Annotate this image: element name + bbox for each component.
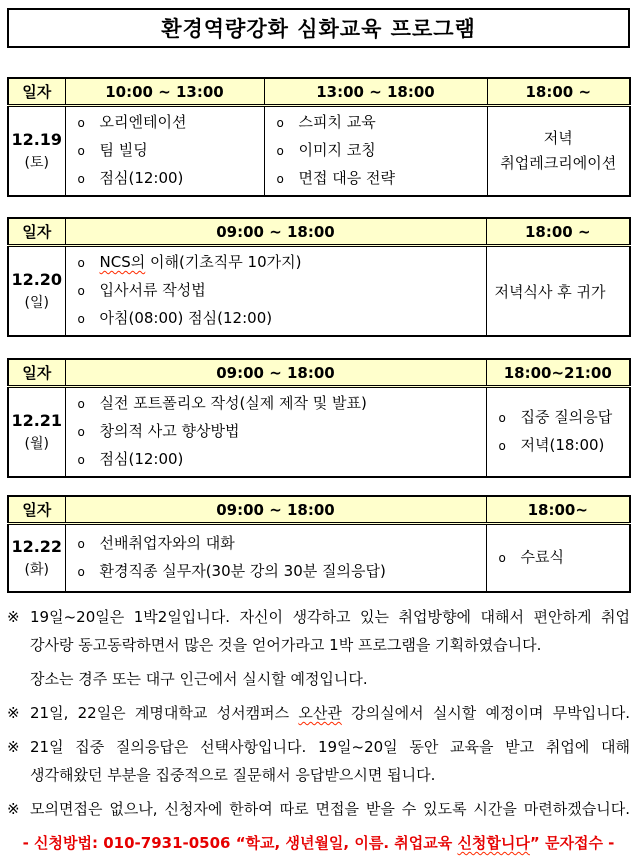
schedule-item-text: 창의적 사고 향상방법 <box>99 422 240 440</box>
schedule-item-text: 스피치 교육 <box>298 113 376 131</box>
date-label: 12.22 <box>11 537 63 556</box>
bullet-marker: o <box>77 172 85 186</box>
bullet-marker: o <box>276 144 284 158</box>
note-text: 장소는 경주 또는 대구 인근에서 실시할 예정입니다. <box>30 670 368 688</box>
bullet-marker: o <box>77 116 85 130</box>
daytime-item-list <box>66 525 486 591</box>
document-title-box <box>7 8 630 48</box>
weekday-label: (토) <box>24 155 49 171</box>
schedule-item <box>78 109 260 137</box>
column-header-date: 일자 <box>8 496 65 524</box>
bullet-marker: o <box>498 411 506 425</box>
schedule-item <box>78 418 482 446</box>
note-text: 19일~20일은 1박2일입니다. 자신이 생각하고 있는 취업방향에 대해서 편안하게 취업 <box>30 608 630 626</box>
schedule-item-text: 수료식 <box>520 548 564 566</box>
schedule-item <box>499 432 626 460</box>
schedule-row <box>8 524 630 593</box>
bullet-marker: o <box>276 116 284 130</box>
schedule-row <box>8 387 630 478</box>
column-header-daytime: 09:00 ~ 18:00 <box>65 359 486 387</box>
bullet-marker: o <box>77 397 85 411</box>
schedule-item-text: 팀 빌딩 <box>99 141 148 159</box>
bullet-marker: o <box>77 256 85 270</box>
schedule-item-text: 점심(12:00) <box>99 169 184 187</box>
column-header-daytime: 09:00 ~ 18:00 <box>65 218 486 246</box>
note-text: 생각해왔던 부분을 집중적으로 질문해서 응답받으시면 됩니다. <box>30 766 436 784</box>
bullet-marker: o <box>77 537 85 551</box>
note-text: 모의면접은 없으나, 신청자에 한하여 따로 면접을 받을 수 있도록 시간을 마련하겠습니다. <box>30 800 630 818</box>
date-label: 12.20 <box>11 270 63 289</box>
note-marker: ※ <box>7 800 20 818</box>
header-row <box>8 496 630 524</box>
column-header-morning: 10:00 ~ 13:00 <box>65 78 264 106</box>
schedule-item <box>78 249 482 277</box>
bullet-marker: o <box>498 439 506 453</box>
date-cell <box>8 106 65 197</box>
schedule-item-text: 입사서류 작성법 <box>99 281 206 299</box>
note-marker: ※ <box>7 704 20 722</box>
schedule-table-dec21 <box>7 358 631 478</box>
evening-schedule-cell <box>487 106 630 197</box>
schedule-item <box>78 390 482 418</box>
note-mock-interview <box>7 795 630 823</box>
bullet-marker: o <box>498 551 506 565</box>
column-header-evening: 18:00 ~ <box>487 78 630 106</box>
schedule-item <box>499 544 626 572</box>
column-header-evening: 18:00~ <box>486 496 630 524</box>
note-campus-venue <box>7 699 630 727</box>
header-row <box>8 218 630 246</box>
schedule-row <box>8 106 630 197</box>
schedule-table-dec19 <box>7 77 631 197</box>
evening-text: 저녁식사 후 귀가 <box>494 282 606 301</box>
evening-line: 저녁 <box>543 129 573 147</box>
note-text: 강사랑 동고동락하면서 많은 것을 얻어가라고 1박 프로그램을 기획하였습니다. <box>30 636 542 654</box>
date-cell <box>8 387 65 478</box>
schedule-item <box>78 558 482 586</box>
bullet-marker: o <box>276 172 284 186</box>
schedule-item-text: 환경직종 실무자(30분 강의 30분 질의응답) <box>99 562 386 580</box>
morning-schedule-cell <box>65 106 264 197</box>
daytime-schedule-cell <box>65 524 486 593</box>
schedule-item-text: 이미지 코칭 <box>298 141 376 159</box>
footnotes-section <box>7 603 630 823</box>
weekday-label: (월) <box>24 436 49 452</box>
note-marker: ※ <box>7 738 20 756</box>
bullet-marker: o <box>77 284 85 298</box>
column-header-date: 일자 <box>8 218 65 246</box>
header-row <box>8 359 630 387</box>
application-instructions: - 신청방법: 010-7931-0506 “학교, 생년월일, 이름. 취업교육 신청합니다” 문자접수 - <box>22 834 615 852</box>
schedule-item <box>277 109 483 137</box>
note-text: 21일 집중 질의응답은 선택사항입니다. 19일~20일 동안 교육을 받고 취업에 대해 <box>30 738 630 756</box>
schedule-item <box>78 137 260 165</box>
bullet-marker: o <box>77 144 85 158</box>
schedule-item <box>499 404 626 432</box>
schedule-item-text: 면접 대응 전략 <box>298 169 395 187</box>
schedule-item-text: 집중 질의응답 <box>520 408 613 426</box>
schedule-item <box>78 277 482 305</box>
date-label: 12.21 <box>11 411 63 430</box>
column-header-date: 일자 <box>8 78 65 106</box>
date-label: 12.19 <box>11 130 63 149</box>
schedule-item-text: NCS의 이해(기초직무 10가지) <box>99 253 302 271</box>
schedule-item-text: 오리엔테이션 <box>99 113 187 131</box>
evening-item-list <box>487 388 630 476</box>
morning-item-list <box>66 107 264 195</box>
column-header-evening: 18:00~21:00 <box>486 359 630 387</box>
evening-schedule-cell <box>486 246 630 337</box>
daytime-schedule-cell <box>65 246 486 337</box>
weekday-label: (일) <box>24 295 49 311</box>
schedule-item <box>277 165 483 193</box>
schedule-item-text: 아침(08:00) 점심(12:00) <box>99 309 273 327</box>
schedule-item <box>78 305 482 333</box>
bullet-marker: o <box>77 453 85 467</box>
bullet-marker: o <box>77 312 85 326</box>
evening-schedule-cell <box>486 524 630 593</box>
bullet-marker: o <box>77 565 85 579</box>
schedule-item <box>78 165 260 193</box>
note-marker: ※ <box>7 608 20 626</box>
weekday-label: (화) <box>24 562 49 578</box>
note-optional-qna <box>7 733 630 789</box>
evening-schedule-cell <box>486 387 630 478</box>
schedule-table-dec22 <box>7 495 631 593</box>
note-overnight-program <box>7 603 630 659</box>
column-header-evening: 18:00 ~ <box>486 218 630 246</box>
evening-line: 취업레크리에이션 <box>500 154 617 172</box>
afternoon-schedule-cell <box>264 106 487 197</box>
schedule-item-text: 저녁(18:00) <box>520 436 605 454</box>
document-title: 환경역량강화 심화교육 프로그램 <box>161 17 476 41</box>
note-location <box>7 665 630 693</box>
schedule-row <box>8 246 630 337</box>
date-cell <box>8 246 65 337</box>
schedule-item-text: 선배취업자와의 대화 <box>99 534 235 552</box>
bullet-marker: o <box>77 425 85 439</box>
column-header-date: 일자 <box>8 359 65 387</box>
schedule-item <box>277 137 483 165</box>
column-header-daytime: 09:00 ~ 18:00 <box>65 496 486 524</box>
daytime-schedule-cell <box>65 387 486 478</box>
schedule-table-dec20 <box>7 217 631 337</box>
daytime-item-list <box>66 388 486 476</box>
note-text: 21일, 22일은 계명대학교 성서캠퍼스 오산관 강의실에서 실시할 예정이며 무박입니다. <box>30 704 630 722</box>
header-row <box>8 78 630 106</box>
evening-item-list <box>487 525 630 591</box>
schedule-item <box>78 530 482 558</box>
date-cell <box>8 524 65 593</box>
daytime-item-list <box>66 247 486 335</box>
afternoon-item-list <box>265 107 487 195</box>
schedule-item-text: 점심(12:00) <box>99 450 184 468</box>
schedule-item <box>78 446 482 474</box>
schedule-item-text: 실전 포트폴리오 작성(실제 제작 및 발표) <box>99 394 367 412</box>
column-header-afternoon: 13:00 ~ 18:00 <box>264 78 487 106</box>
